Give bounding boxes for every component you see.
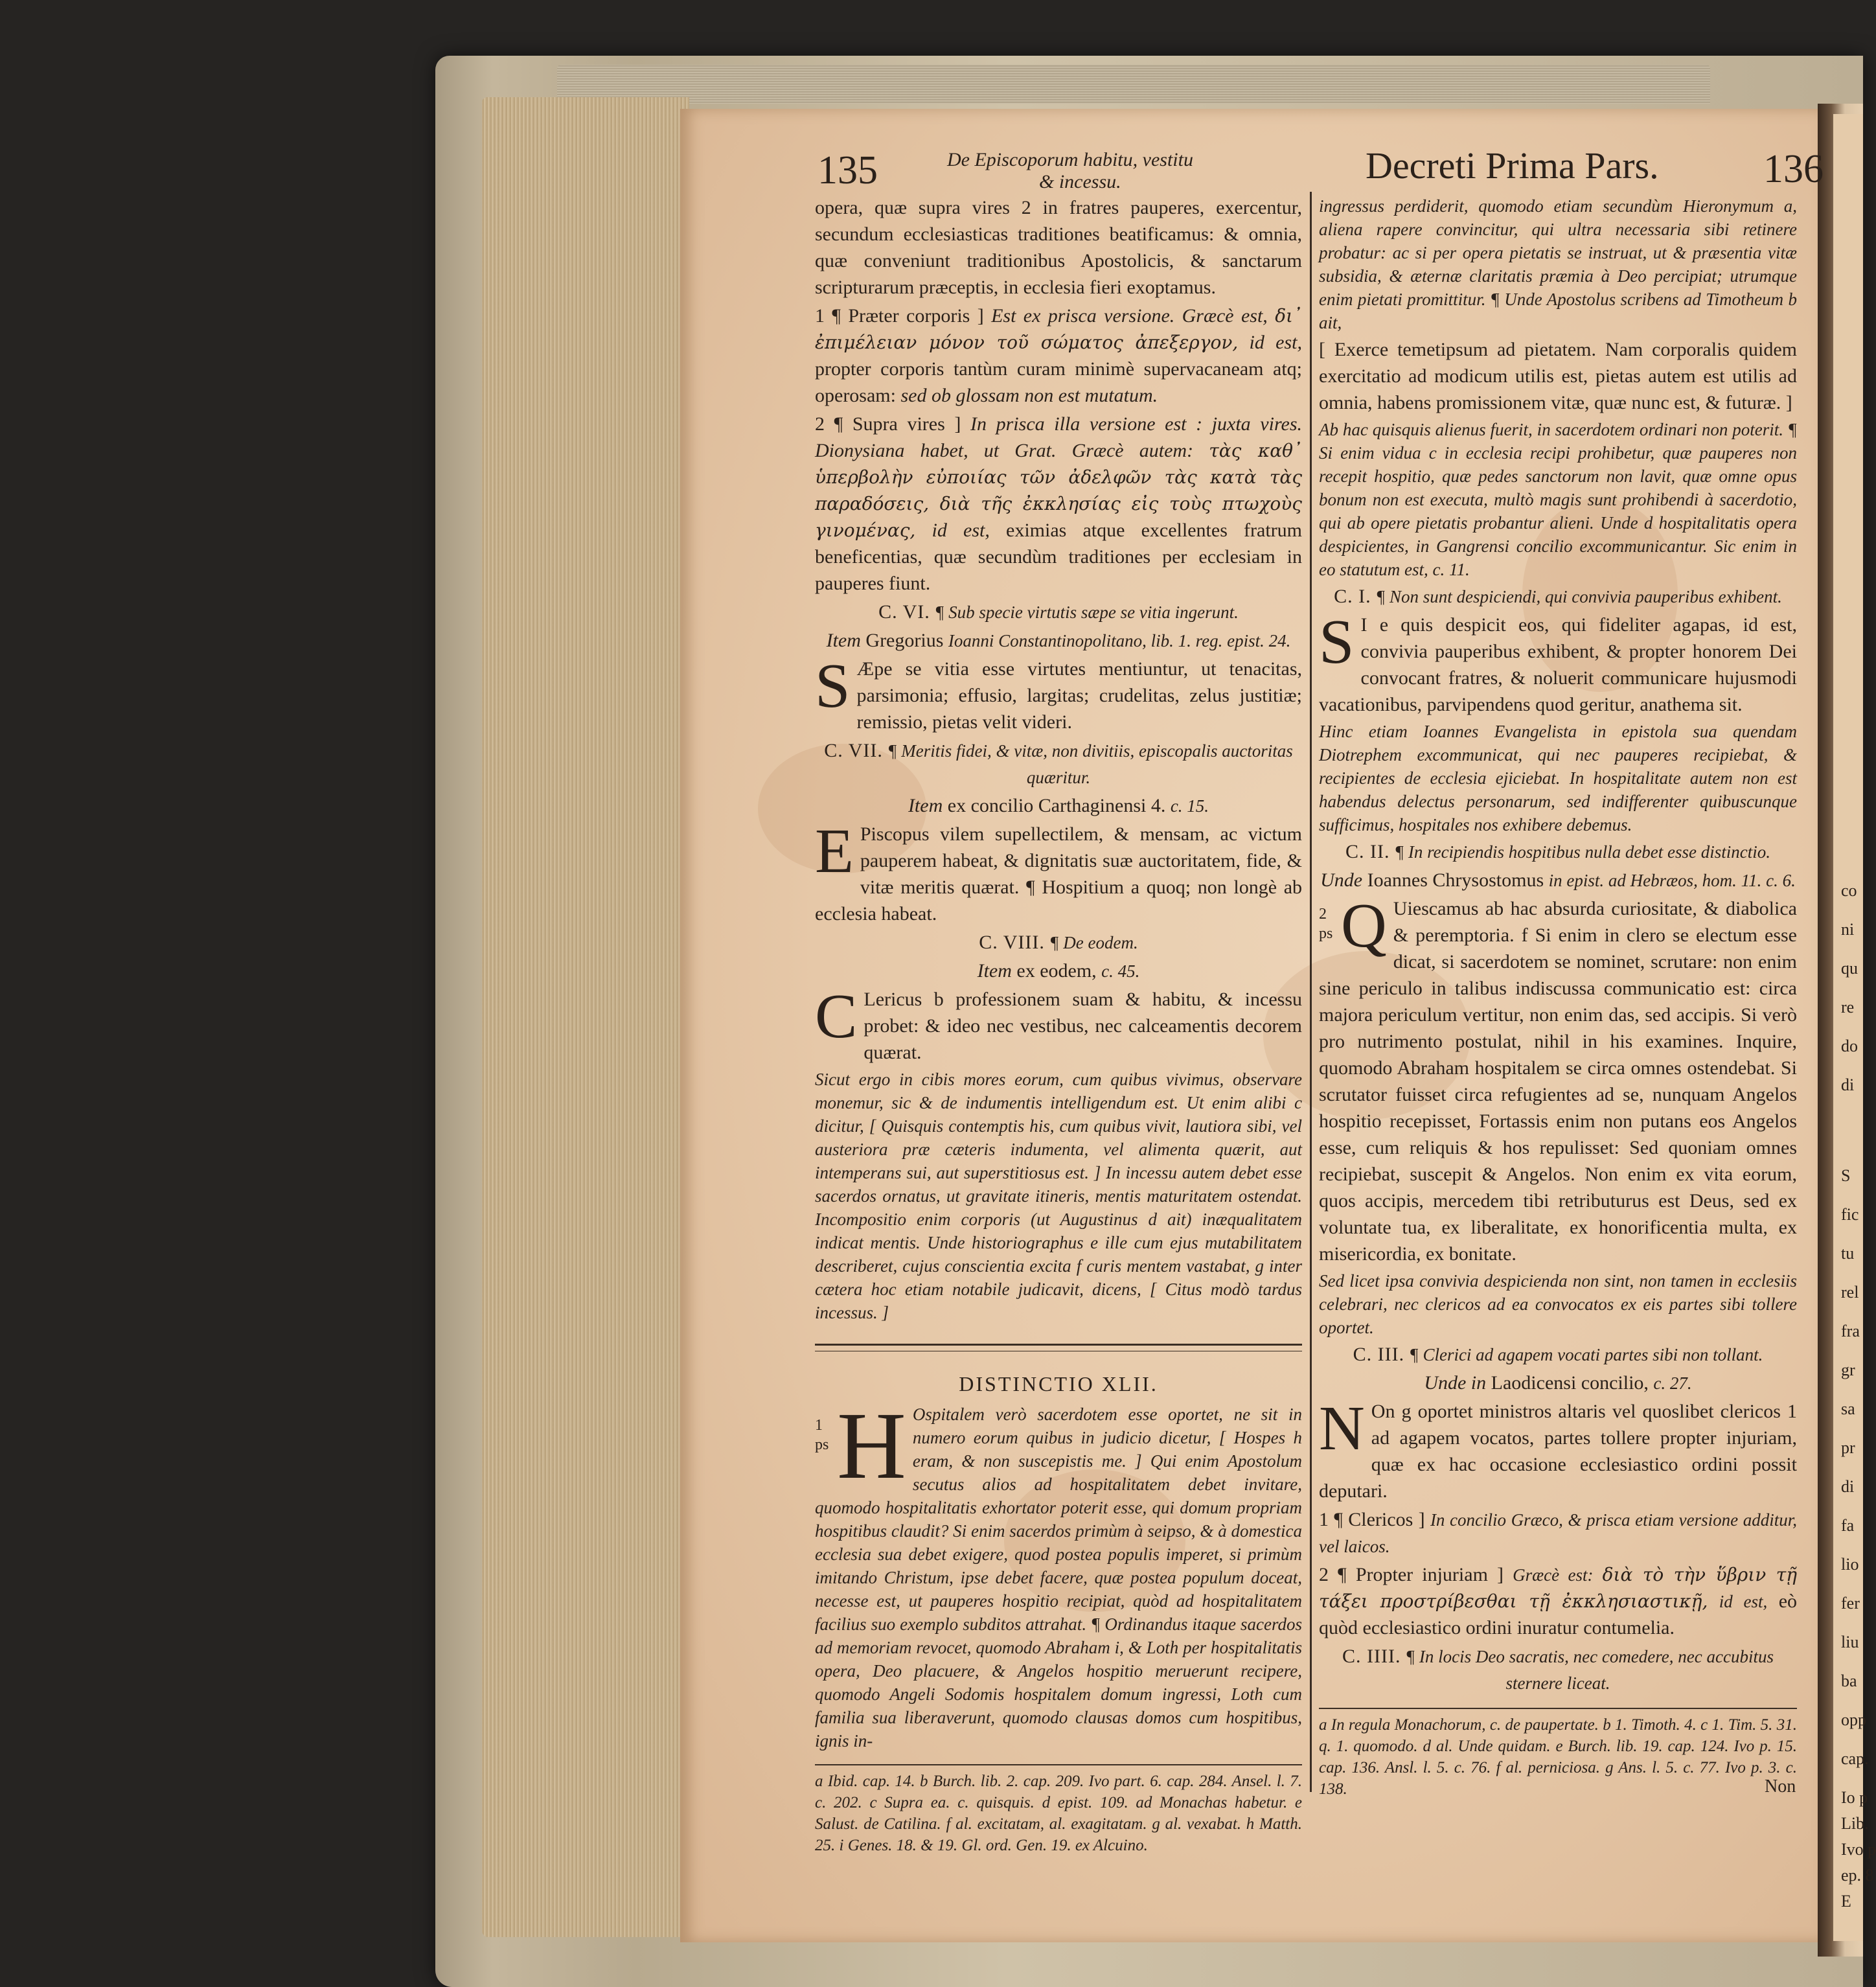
drop-capital: S	[815, 651, 851, 721]
chapter-body: On g oportet ministros altaris vel quoslibet clericos 1 ad agapem vocatos, partes tollere propter injuriam, quæ ex hac occasione ecclesiastico ordini possit deputari.	[1319, 1401, 1797, 1502]
note-text: Dionysiana habet, ut Grat. Græcè autem:	[815, 440, 1194, 461]
distinctio-text	[815, 1393, 1302, 1752]
chapter-source	[815, 792, 1302, 819]
source-author: Ioannes Chrysostomus	[1367, 869, 1544, 891]
chapter-rubric: ¶ Sub specie virtutis sæpe se vitia ingerunt.	[935, 603, 1239, 622]
chapter-text	[815, 816, 1303, 927]
scripture-quote: [ Exerce temetipsum ad pietatem. Nam corporalis quidem exercitatio ad modicum utilis est, pietas autem est utilis ad omnia, habens promissionem vitæ, quæ nunc est, & futuræ. ]	[1319, 339, 1797, 413]
note-text: id est,	[1719, 1592, 1768, 1611]
facing-page-line: liu	[1841, 1633, 1859, 1651]
facing-page-line: re	[1841, 998, 1855, 1016]
source-author: Laodicensi concilio,	[1491, 1372, 1649, 1394]
chapter-heading	[815, 737, 1302, 790]
note-lemma: 1 ¶ Præter corporis ]	[815, 305, 984, 327]
distinctio-body: Ospitalem verò sacerdotem esse oportet, ne sit in numero eorum quibus in judicio dicetur, [ Hospes h eram, & non suscepistis me. ] Qui enim Apostolum secutus alios ad hospitalitatem debet invitare, quomodo hospitalitatis exhortator poterit esse, qui domum propriam hospitibus claudit? Si enim sacerdos primùm à seipso, & à domestica ecclesia sua debet exigere, quod postea populis imperet, si primùm imitando Christum, ipse debet facere, quæ postea populum doceat, necesse est, ut pauperes hospitio recipiat, quòd ad hospitalitatem facilius suo exemplo subditos attrahat. ¶ Ordinandus itaque sacerdos ad memoriam revocet, quomodo Abraham i, & Loth per hospitalitatis opera, Deo placuere, & Angelos hospitio meruerunt recipere, quomodo Angeli Sodomis hospitalem domum ingressi, Loth cum familia sua liberaverunt, quomodo clausas domos cum hospitibus, ignis in-	[815, 1405, 1302, 1751]
facing-page-line: ep. 8	[1841, 1866, 1874, 1885]
note-text: In concilio Græco, & prisca etiam versione additur, vel laicos.	[1319, 1510, 1798, 1556]
chapter-rubric: ¶ Clerici ad agapem vocati partes sibi non tollant.	[1409, 1345, 1763, 1364]
chapter-body: Piscopus vilem supellectilem, & mensam, ac victum pauperem habeat, & dignitatis suæ auctoritatem, fide, & vitæ meritis quærat.	[860, 823, 1302, 898]
chapter-number: C. IIII.	[1342, 1646, 1401, 1667]
facing-page-line: fra	[1841, 1322, 1860, 1340]
source-author: ex eodem,	[1016, 960, 1097, 982]
folio-number-left: 135	[818, 148, 878, 192]
drop-capital: Q	[1341, 891, 1387, 961]
facing-page-line: E	[1841, 1892, 1851, 1911]
chapter-rubric: ¶ In recipiendis hospitibus nulla debet esse distinctio.	[1394, 842, 1771, 862]
greek-text: τὰς καθ᾽ ὑπερβολὴν εὐποιίας τῶν ἀδελφῶν τὰς κατὰ τὰς παραδόσεις, διὰ τῆς ἐκκλησίας εἰς τοὺς πτωχοὺς γινομένας,	[815, 440, 1303, 541]
footnote-rule	[1319, 1708, 1797, 1709]
note-text: id est,	[932, 520, 990, 541]
facing-page-line: co	[1841, 881, 1857, 900]
source-prefix: Item	[826, 630, 861, 651]
distinctio-title: DISTINCTIO XLII.	[959, 1372, 1158, 1395]
running-head-left-line2: & incessu.	[1039, 171, 1121, 192]
greek-text: διὰ τὸ τὴν ὕβριν τῇ τάξει προστρίβεσθαι τῇ ἐκκλησιαστικῇ,	[1319, 1564, 1798, 1612]
chapter-source	[815, 627, 1302, 654]
chapter-body: I e quis despicit eos, qui fideliter agapas, id est, convivia pauperibus exhibent, & propter honorem Dei convocant fratres, & noluerit communicare hujusmodi vacationibus, parvipendens quod geritur, anathema sit.	[1319, 614, 1797, 715]
greek-text: δι᾽ ἐπιμέλειαν μόνον τοῦ σώματος ἀπεξεργον,	[815, 305, 1303, 353]
facing-page-line: di	[1841, 1075, 1855, 1094]
source-reference: c. 15.	[1170, 796, 1209, 816]
drop-capital: H	[837, 1393, 906, 1499]
note-text: Est ex prisca versione. Græcè est,	[991, 305, 1268, 327]
facing-page-line: gr	[1841, 1361, 1855, 1379]
note-1	[815, 303, 1302, 409]
source-prefix: Item	[977, 960, 1012, 982]
chapter-number: C. VIII.	[979, 932, 1045, 953]
paragraph: opera, quæ supra vires 2 in fratres pauperes, exercentur, secundum ecclesiasticas traditiones beatificamus: & omnia, quæ conveniunt traditionibus Apostolicis, & sanctarum scripturarum præceptis, in ecclesia fieri exoptamus.	[815, 197, 1302, 298]
chapter-rubric: ¶ Non sunt despiciendi, qui convivia pauperibus exhibent.	[1376, 587, 1782, 606]
gloss: Hinc etiam Ioannes Evangelista in epistola sua quendam Diotrephem excommunicat, qui nec pauperes recipiebat, & recipientes de ecclesia ejiciebat. In hospitalitate autem non est habendus delectus personarum, sed indifferenter quibuscunque sufficimus, hospitales nos exhibere debemus.	[1319, 722, 1797, 834]
note-text: Græcè est:	[1513, 1565, 1594, 1585]
chapter-text	[1319, 891, 1797, 1267]
note-text: In prisca illa versione est : juxta vires.	[970, 413, 1303, 435]
running-head-right: Decreti Prima Pars.	[1366, 144, 1659, 187]
note-translation: propter corporis tantùm curam minimè supervacaneam atq; operosam:	[815, 358, 1302, 406]
note-translation: eximias atque excellentes fratrum beneficentias, quæ secundùm traditiones per ecclesiam in pauperes fiunt.	[815, 520, 1302, 594]
chapter-text	[1319, 1394, 1797, 1504]
facing-page-line: fic	[1841, 1205, 1859, 1224]
chapter-body: Uiescamus ab hac absurda curiositate, & diabolica & peremptoria. f Si enim in clero se electum esse dicat, si sacerdotem se nominet, scrutare: non enim sine periculo in talibus indiscussa communicatio est: circa majora periculum vertitur, non enim das, sed accipis. Si verò pro nutrimento postulat, nihil in his examines. Inquire, quomodo Abraham hospitalem se circa omnes ostendebat. Si scrutator fuisset circa refugientes ad se, nunquam Angelos hospitio recepisset, Fortassis enim non putans eos Angelos esse, cum reliquis & hos repulisset: Sed quoniam omnes recipiebat, suscepit & Angelos. Non enim ex vita eorum, quos accipis, mercedem tibi retributurus est Deus, sed ex voluntate tua, ex liberalitate, ex honorificentia multa, ex misericordia, ex bonitate.	[1319, 898, 1797, 1265]
source-author: Gregorius	[865, 630, 944, 651]
page-edges	[482, 97, 689, 1937]
drop-capital: E	[815, 816, 854, 886]
gloss: Ab hac quisquis alienus fuerit, in sacerdotem ordinari non poterit. ¶ Si enim vidua c in ecclesia recipi prohibetur, quæ pauperes non recepit hospitio, quæ pedes sanctorum non lavit, quæ omne opus bonum non est executa, multò magis sunt prohibendi à sacerdotio, qui ab opere pietatis probantur alieni. Unde d hospitalitatis opera despicientes, in Gangrensi concilio excommunicantur. Sic enim in eo statutum est, c. 11.	[1319, 420, 1797, 579]
chapter-text	[815, 982, 1302, 1066]
facing-page-line: sa	[1841, 1399, 1855, 1418]
facing-page-line: fa	[1841, 1516, 1855, 1535]
note-lemma: 2 ¶ Supra vires ]	[815, 413, 961, 435]
chapter-text	[815, 651, 1302, 735]
facing-page-line: tu	[1841, 1244, 1855, 1263]
chapter-number: C. II.	[1345, 841, 1390, 862]
source-prefix: Unde	[1320, 869, 1363, 891]
chapter-heading	[1319, 583, 1797, 610]
chapter-rubric: ¶ De eodem.	[1049, 933, 1138, 952]
column-divider	[1310, 192, 1312, 1792]
drop-capital: N	[1319, 1394, 1365, 1464]
note-lemma: 1 ¶ Clericos ]	[1319, 1509, 1425, 1530]
gloss: Sicut ergo in cibis mores eorum, cum quibus vivimus, observare monemur, sic & de indumentis intelligendum est. Ut enim alibi c dicitur, [ Quisquis contemptis his, cum quibus vivit, lautiora sibi, vel austeriora præ cæteris indumenta, vel alimenta quærit, aut intemperans sui, aut superstitiosus est. ] In incessu autem debet esse sacerdos ornatus, ut gravitate itineris, mentis maturitatem ostendat. Incompositio enim corporis (ut Augustinus d ait) inæqualitatem indicat mentis. Unde historiographus e ille cum ejus mutabilitatem describeret, cujus conscientia excita f curis mentem vastabat, g inter cætera hoc etiam notabile judicavit, dicens, [ Citus modò tardus incessus. ]	[815, 1070, 1302, 1322]
margin-mark: 2 ps	[1319, 906, 1333, 942]
catchword: Non	[1765, 1776, 1796, 1797]
facing-page-line: ba	[1841, 1671, 1857, 1690]
running-head-left-line1: De Episcoporum habitu, vestitu	[947, 149, 1193, 170]
chapter-heading	[815, 929, 1302, 956]
note-lemma: 2 ¶ Propter injuriam ]	[1319, 1564, 1504, 1585]
facing-page-line: qu	[1841, 959, 1858, 978]
footnote-rule	[815, 1764, 1302, 1765]
facing-page-line: ni	[1841, 920, 1855, 939]
facing-page-line: S	[1841, 1166, 1851, 1185]
section-rule	[815, 1344, 1302, 1351]
gloss: Sed licet ipsa convivia despicienda non sint, non tamen in ecclesiis celebrari, nec clericos ad ea convocatos ex eis partes sibi tollere oportet.	[1319, 1271, 1797, 1337]
note-text: sed ob glossam non est mutatum.	[900, 385, 1158, 406]
chapter-heading	[815, 599, 1302, 625]
drop-capital: S	[1319, 607, 1355, 677]
facing-page-line: opp	[1841, 1710, 1866, 1729]
chapter-source	[1319, 1370, 1797, 1396]
gloss: ingressus perdiderit, quomodo etiam secundùm Hieronymum a, aliena rapere convincitur, qui ultra necessaria sibi retinere probatur: ac si per opera pietatis se instruat, ut & præsentia vitæ subsidia, & æternæ claritatis præmia à Deo percipiat; utrumque enim pietati promittitur. ¶ Unde Apostolus scribens ad Timotheum b ait,	[1319, 196, 1797, 332]
chapter-number: C. I.	[1334, 586, 1371, 607]
source-prefix: Item	[908, 795, 943, 816]
source-reference: in epist. ad Hebræos, hom. 11. c. 6.	[1548, 871, 1796, 890]
source-author: ex concilio Carthaginensi 4.	[947, 795, 1166, 816]
margin-mark: 1 ps	[815, 1417, 829, 1453]
facing-page-line: pr	[1841, 1438, 1855, 1457]
chapter-rubric: ¶ Meritis fidei, & vitæ, non divitiis, episcopalis auctoritas quæritur.	[887, 741, 1293, 787]
chapter-text	[1319, 607, 1797, 718]
chapter-body: Lericus b professionem suam & habitu, & incessu probet: & ideo nec vestibus, nec calceamentis decorem quærat.	[864, 989, 1302, 1063]
facing-page-line: cap.	[1841, 1749, 1869, 1768]
page-edges-top	[557, 65, 1710, 104]
chapter-rubric: ¶ In locis Deo sacratis, nec comedere, nec accubitus sternere liceat.	[1406, 1647, 1774, 1693]
source-reference: c. 45.	[1101, 961, 1140, 981]
note-translation: eò quòd ecclesiastico ordini inuratur contumelia.	[1319, 1591, 1798, 1638]
chapter-heading	[1319, 1341, 1797, 1368]
facing-page-line: Ivo p	[1841, 1840, 1876, 1859]
footnotes: a Ibid. cap. 14. b Burch. lib. 2. cap. 209. Ivo part. 6. cap. 284. Ansel. l. 7. c. 202. c Supra ea. c. quisquis. d epist. 109. ad Monachas habetur. e Salust. de Catilina. f al. excitatam, al. exagitatam. g al. vexabat. h Matth. 25. i Genes. 18. & 19. Gl. ord. Gen. 19. ex Alcuino.	[815, 1773, 1302, 1854]
facing-page-edge	[1833, 114, 1863, 1941]
facing-page-line: do	[1841, 1037, 1858, 1055]
chapter-number: C. III.	[1353, 1344, 1405, 1365]
note-text: id est,	[1249, 332, 1302, 353]
folio-number-right: 136	[1763, 147, 1824, 191]
chapter-number: C. VII.	[824, 740, 883, 761]
facing-page-line: lio	[1841, 1555, 1859, 1574]
chapter-number: C. VI.	[878, 601, 930, 623]
chapter-source	[1319, 867, 1797, 893]
facing-page-line: fer	[1841, 1594, 1860, 1613]
facing-page-line: Io p	[1841, 1788, 1868, 1807]
drop-capital: C	[815, 982, 858, 1051]
chapter-heading	[1319, 1643, 1797, 1696]
footnotes: a In regula Monachorum, c. de paupertate. b 1. Timoth. 4. c 1. Tim. 5. 31. q. 1. quomodo. d al. Unde quidam. e Burch. lib. 19. cap. 124. Ivo p. 15. cap. 136. Ansl. l. 5. c. 76. f al. perniciosa. g Ans. l. 5. c. 77. Ivo p. 3. c. 138.	[1319, 1716, 1797, 1798]
facing-page-line: rel	[1841, 1283, 1859, 1302]
chapter-heading	[1319, 838, 1797, 865]
chapter-source	[815, 958, 1302, 984]
source-reference: Ioanni Constantinopolitano, lib. 1. reg. epist. 24.	[948, 631, 1291, 650]
source-reference: c. 27.	[1653, 1373, 1692, 1393]
facing-page-line: di	[1841, 1477, 1855, 1496]
facing-page-line: Lib.	[1841, 1814, 1869, 1833]
chapter-body: Æpe se vitia esse virtutes mentiuntur, ut tenacitas, parsimonia; effusio, largitas; crudelitas, zelus justitiæ; remissio, pietas velit videri.	[856, 658, 1302, 733]
source-prefix: Unde in	[1424, 1372, 1487, 1394]
note-1	[1319, 1506, 1797, 1559]
note-2	[1319, 1561, 1797, 1641]
chapter-body: ¶ Hospitium a quoq; non longè ab ecclesia habeat.	[815, 877, 1303, 925]
left-column	[815, 194, 1302, 1858]
note-2	[815, 411, 1302, 597]
right-column	[1319, 194, 1797, 1802]
